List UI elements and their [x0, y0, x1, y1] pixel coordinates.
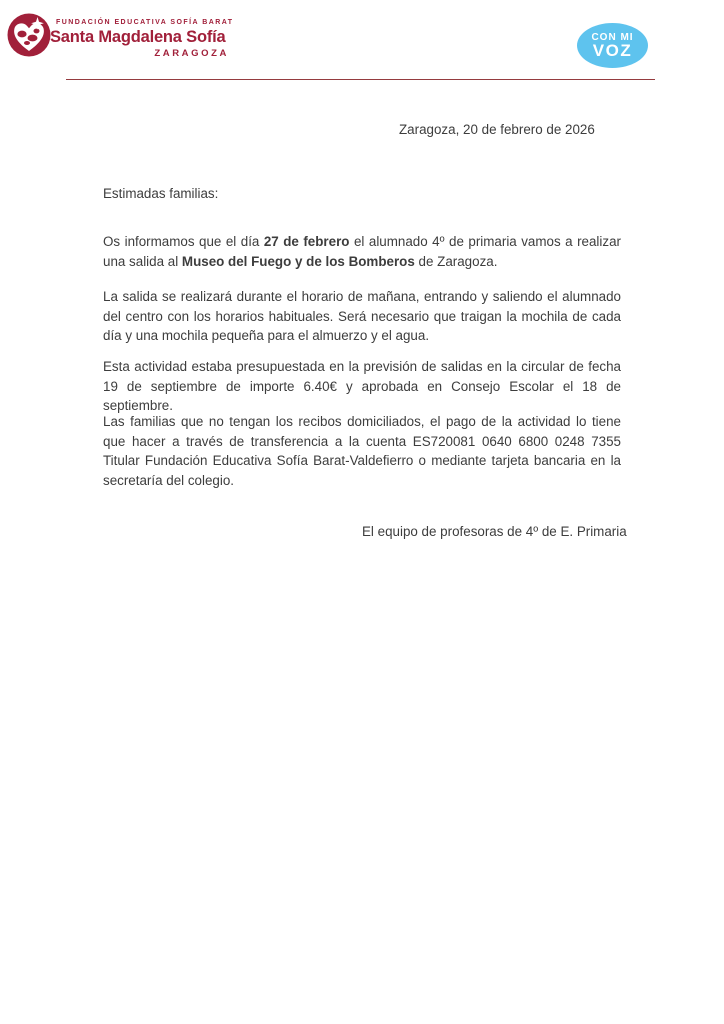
paragraph-text: de Zaragoza. — [414, 253, 498, 269]
paragraph-text: La salida se realizará durante el horario de mañana, entrando y saliendo el alumnado del centro con los horarios habituales. Será necesario que traigan la mochila de cada día y una mochila pequeña para el almuerzo y el agua. — [103, 289, 621, 344]
letter-paragraph — [103, 412, 621, 490]
con-mi-voz-logo — [577, 23, 648, 68]
voz-logo-line1: CON MI — [591, 32, 634, 43]
heart-globe-icon — [7, 12, 51, 58]
voz-logo-line2: VOZ — [592, 41, 633, 60]
paragraph-text: Las familias que no tengan los recibos domiciliados, el pago de la actividad lo tiene que hacer a través de transferencia a la cuenta ES720081 0640 6800 0248 7355 Titular Fundación Educativa Sofía Barat-Valdefierro o mediante tarjeta bancaria en la secretaría del colegio. — [103, 414, 621, 488]
header-divider — [66, 79, 655, 80]
letter-paragraph — [103, 232, 621, 271]
paragraph-text: el alumnado 4º de primaria vamos a realizar una salida al — [103, 234, 621, 269]
school-logo-wordmark — [50, 19, 234, 59]
letter-paragraph — [103, 287, 621, 346]
paragraph-text: Os informamos que el día — [103, 234, 264, 250]
letter-signature: El equipo de profesoras de 4º de E. Primaria — [362, 524, 627, 539]
letter-salutation: Estimadas familias: — [103, 186, 219, 201]
letter-date: Zaragoza, 20 de febrero de 2026 — [399, 122, 595, 137]
paragraph-text: Esta actividad estaba presupuestada en la previsión de salidas en la circular de fecha 19 de septiembre de importe 6.40€ y aprobada en Consejo Escolar el 18 de septiembre. — [103, 359, 621, 414]
school-city: ZARAGOZA — [154, 48, 229, 59]
paragraph-text-bold: 27 de febrero — [263, 234, 350, 250]
foundation-name: FUNDACIÓN EDUCATIVA SOFÍA BARAT — [56, 19, 234, 26]
letter-paragraph — [103, 357, 621, 416]
paragraph-text-bold: Museo del Fuego y de los Bomberos — [181, 253, 415, 269]
school-name: Santa Magdalena Sofía — [50, 28, 226, 46]
